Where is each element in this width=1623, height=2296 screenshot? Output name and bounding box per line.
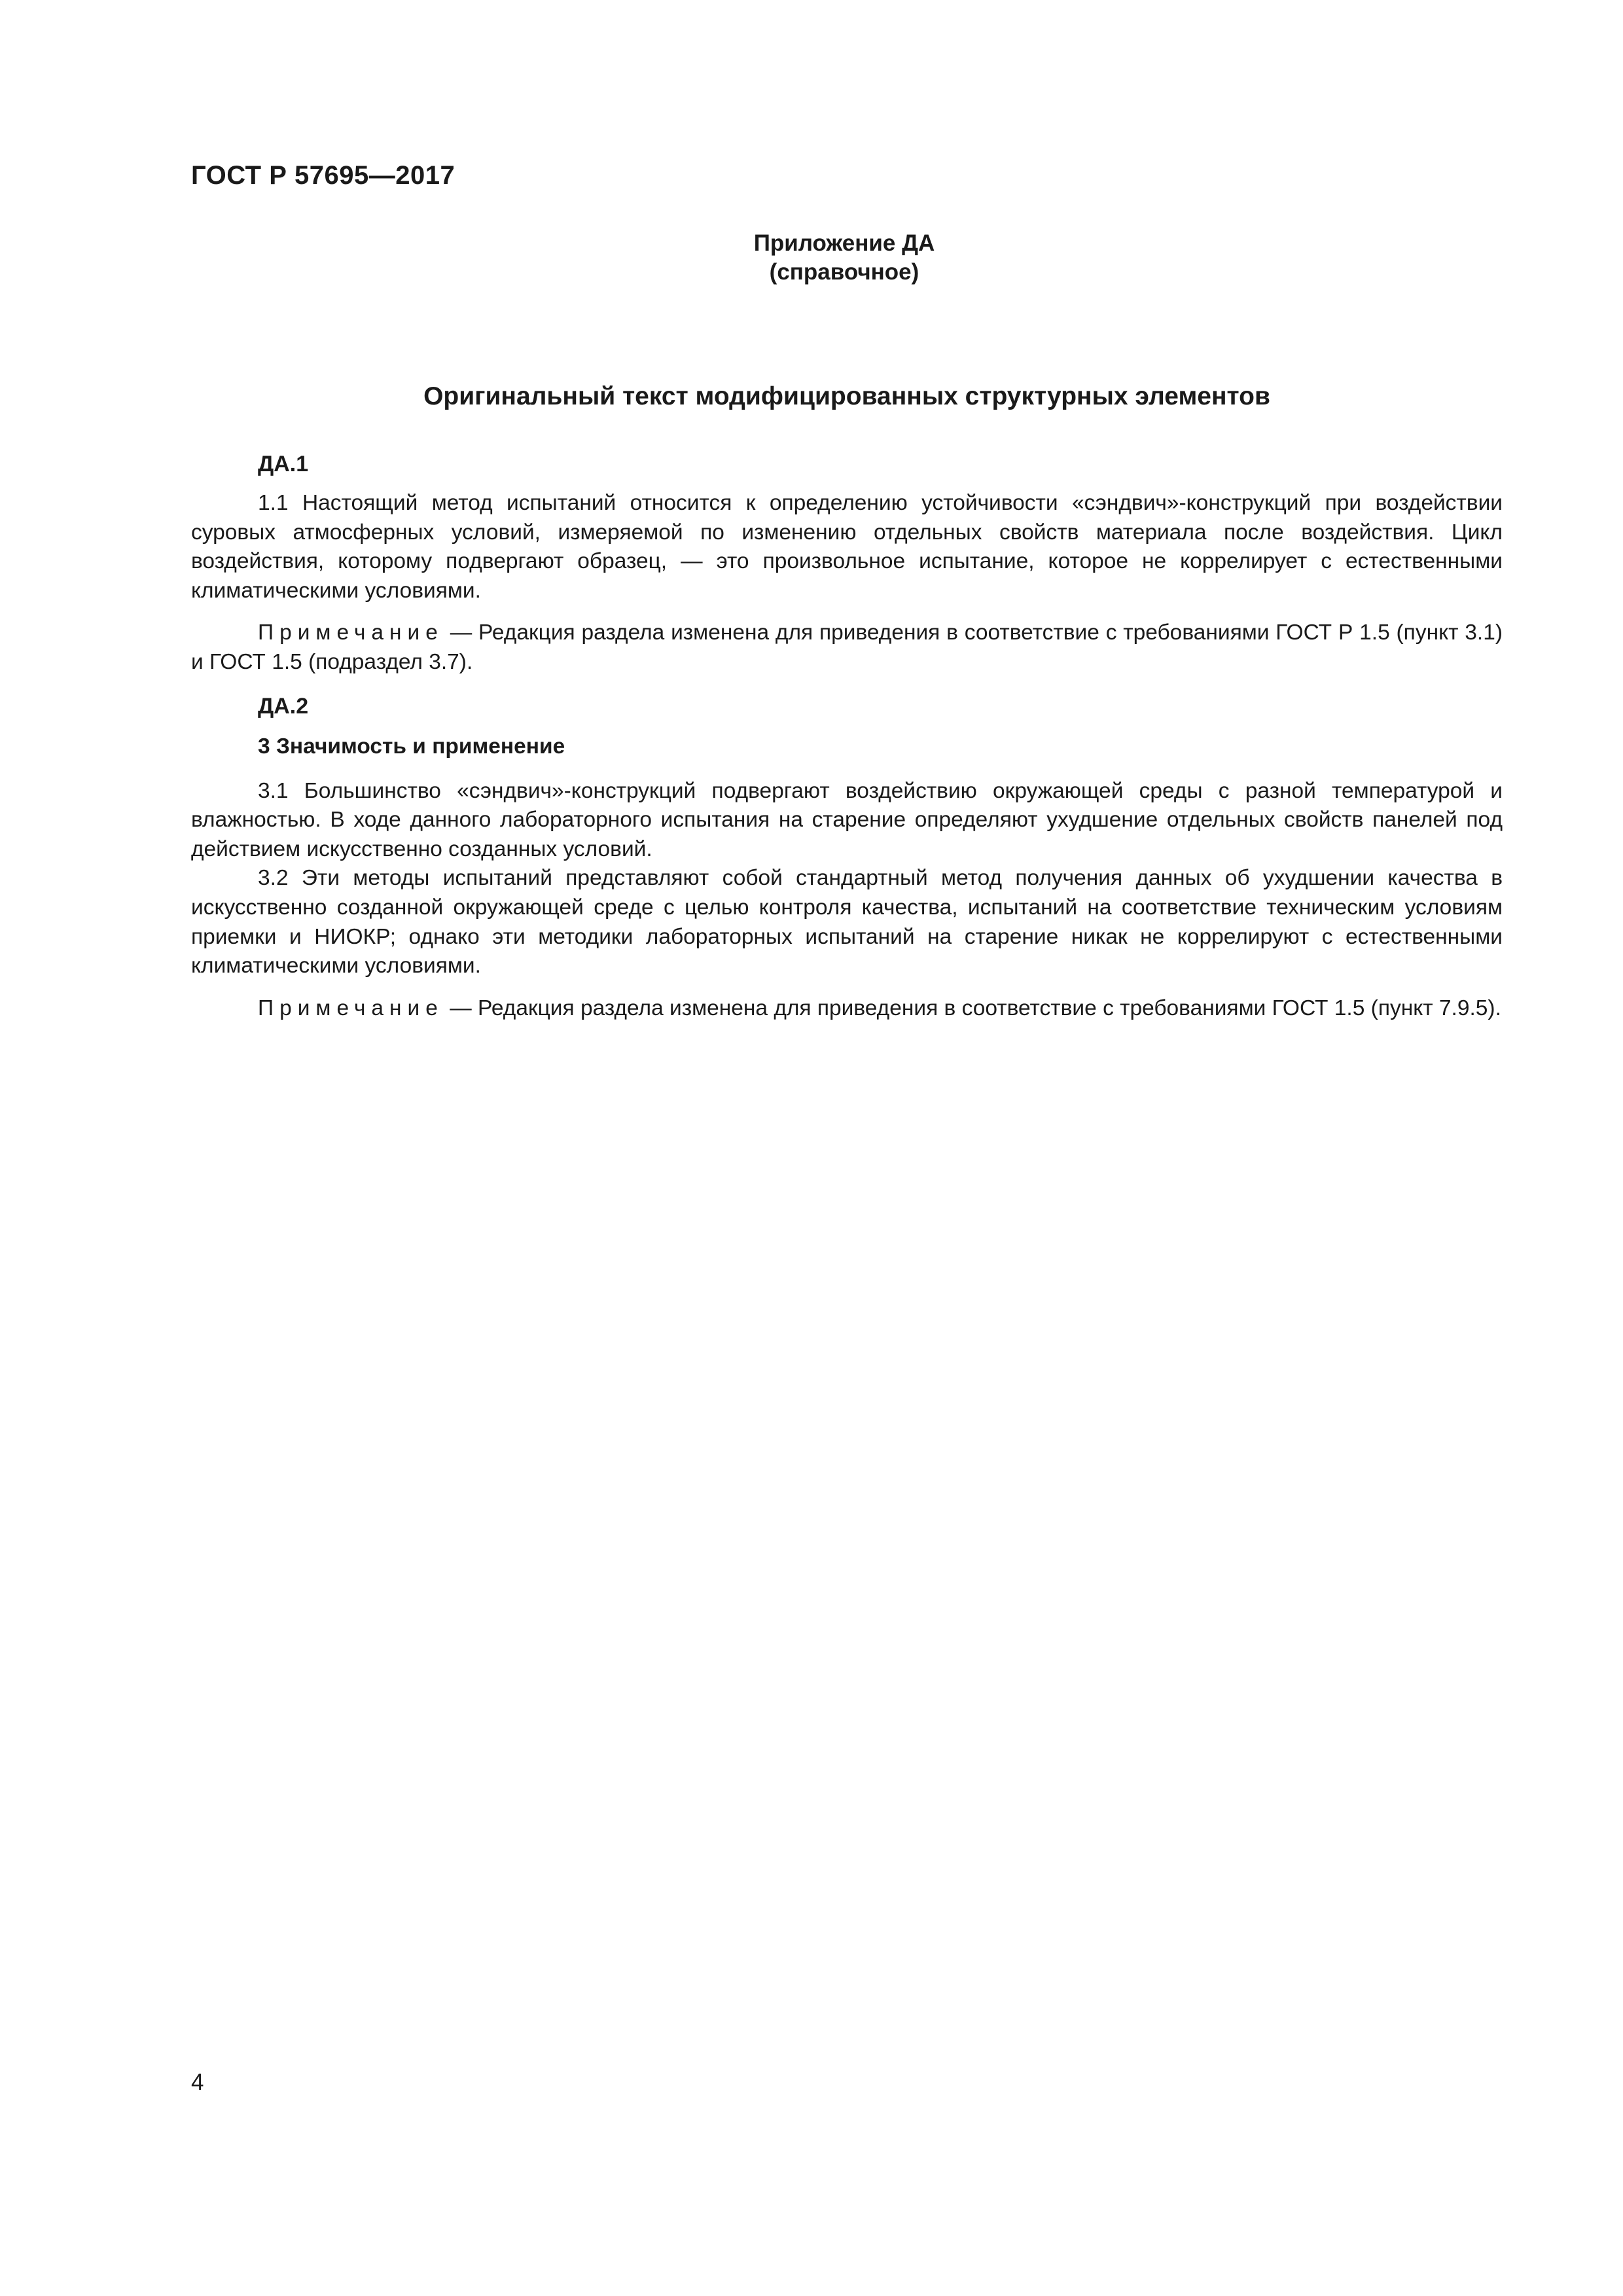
- note-label: Примечание: [258, 620, 444, 645]
- appendix-kind: (справочное): [769, 259, 919, 285]
- appendix-title: Приложение ДА: [753, 230, 935, 256]
- paragraph-3-1: 3.1 Большинство «сэндвич»-конструкций подвергают воздействию окружающей среды с разной температурой и влажностью. В ходе данного лабораторного испытания на старение определяют ухудшение отдельных свойств панелей под действием искусственно созданных условий.: [191, 778, 1503, 861]
- page-number: 4: [191, 2070, 204, 2095]
- note-da2: [191, 994, 1503, 1024]
- main-title: Оригинальный текст модифицированных структурных элементов: [423, 382, 1270, 410]
- note-da1: [191, 619, 1503, 677]
- document-body: [191, 448, 1503, 1023]
- section-heading: 3 Значимость и применение: [258, 734, 565, 759]
- note-text: — Редакция раздела изменена для приведения в соответствие с требованиями ГОСТ 1.5 (пункт 7.9.5).: [443, 996, 1501, 1020]
- document-code: ГОСТ Р 57695—2017: [191, 161, 455, 190]
- section-label-da2: ДА.2: [258, 693, 309, 719]
- section-label-da1: ДА.1: [258, 452, 309, 476]
- note-text: — Редакция раздела изменена для приведения в соответствие с требованиями ГОСТ Р 1.5 (пункт 3.1) и ГОСТ 1.5 (подраздел 3.7).: [191, 620, 1503, 674]
- note-label: Примечание: [258, 996, 444, 1020]
- paragraph-3-2: 3.2 Эти методы испытаний представляют собой стандартный метод получения данных об ухудшении качества в искусственно созданной окружающей среде с целью контроля качества, испытаний на соответствие техническим условиям приемки и НИОКР; однако эти методики лабораторных испытаний на старение никак не коррелируют с естественными климатическими условиями.: [191, 866, 1503, 978]
- paragraph-1-1: 1.1 Настоящий метод испытаний относится к определению устойчивости «сэндвич»-конструкций при воздействии суровых атмосферных условий, измеряемой по изменению отдельных свойств материала после воздействия. Цикл воздействия, которому подвергают образец, — это произвольное испытание, которое не коррелирует с естественными климатическими условиями.: [191, 491, 1503, 603]
